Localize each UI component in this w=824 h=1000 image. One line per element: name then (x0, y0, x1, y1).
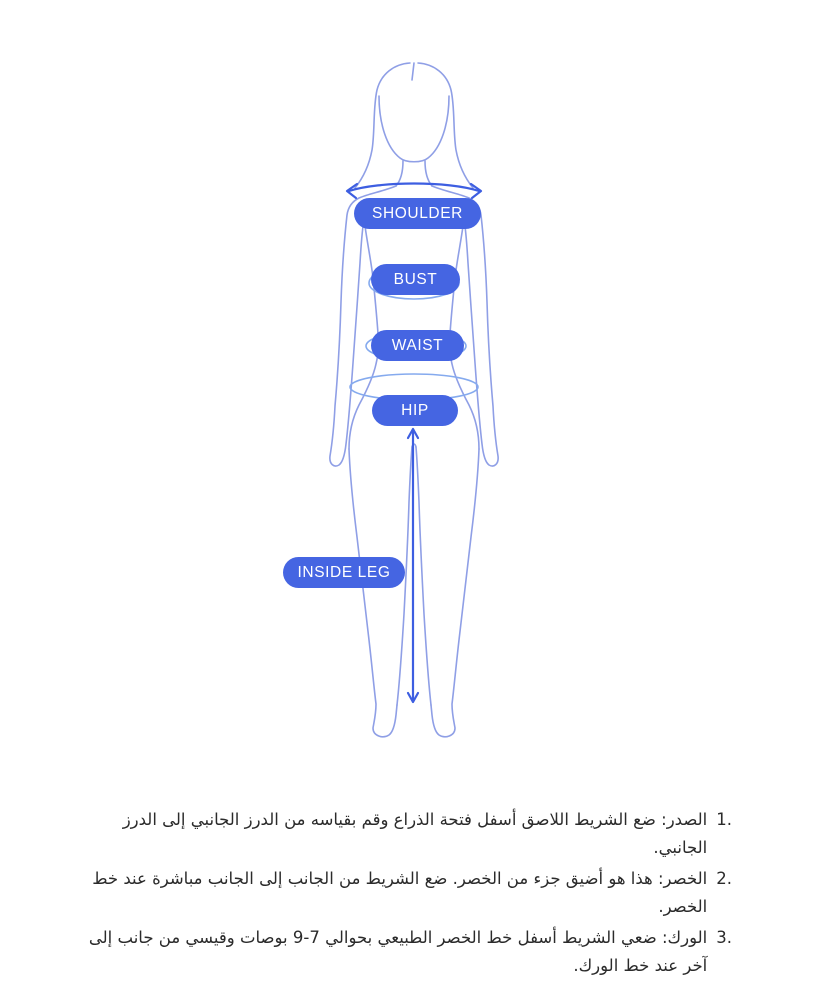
measuring-instructions-list (84, 806, 732, 983)
waist-label-pill (371, 330, 464, 361)
hip-label: HIP (401, 401, 429, 419)
instruction-text: الخصر: هذا هو أضيق جزء من الخصر. ضع الشريط من الجانب إلى الجانب مباشرة عند خط الخصر. (92, 869, 708, 916)
hair-part (412, 63, 414, 80)
inside-leg-label-pill (283, 557, 405, 588)
instruction-text: الورك: ضعي الشريط أسفل خط الخصر الطبيعي بحوالي 7-9 بوصات وقيسي من جانب إلى آخر عند خط الورك. (88, 928, 708, 975)
shoulder-label-pill (354, 198, 481, 229)
right-leg-outer (431, 449, 479, 737)
bust-label-pill (371, 264, 460, 295)
bust-label: BUST (393, 270, 438, 288)
neck-right (425, 161, 432, 186)
left-leg-outer (349, 449, 397, 737)
instruction-text: الصدر: ضع الشريط اللاصق أسفل فتحة الذراع وقم بقياسه من الدرز الجانبي إلى الدرز الجانبي. (122, 810, 708, 857)
neck-left (396, 161, 403, 186)
instruction-item-chest (84, 806, 732, 862)
instruction-number: 1. (716, 810, 732, 829)
inside-leg-label: INSIDE LEG (297, 563, 391, 581)
inside-leg-measure-line (408, 429, 418, 702)
instruction-number: 3. (716, 928, 732, 947)
face (379, 96, 449, 162)
hip-label-pill (372, 395, 458, 426)
right-leg-inner (416, 447, 431, 705)
shoulder-label: SHOULDER (372, 204, 463, 222)
instruction-item-hip (84, 924, 732, 980)
instruction-number: 2. (716, 869, 732, 888)
waist-label: WAIST (391, 336, 444, 354)
instruction-item-waist (84, 865, 732, 921)
